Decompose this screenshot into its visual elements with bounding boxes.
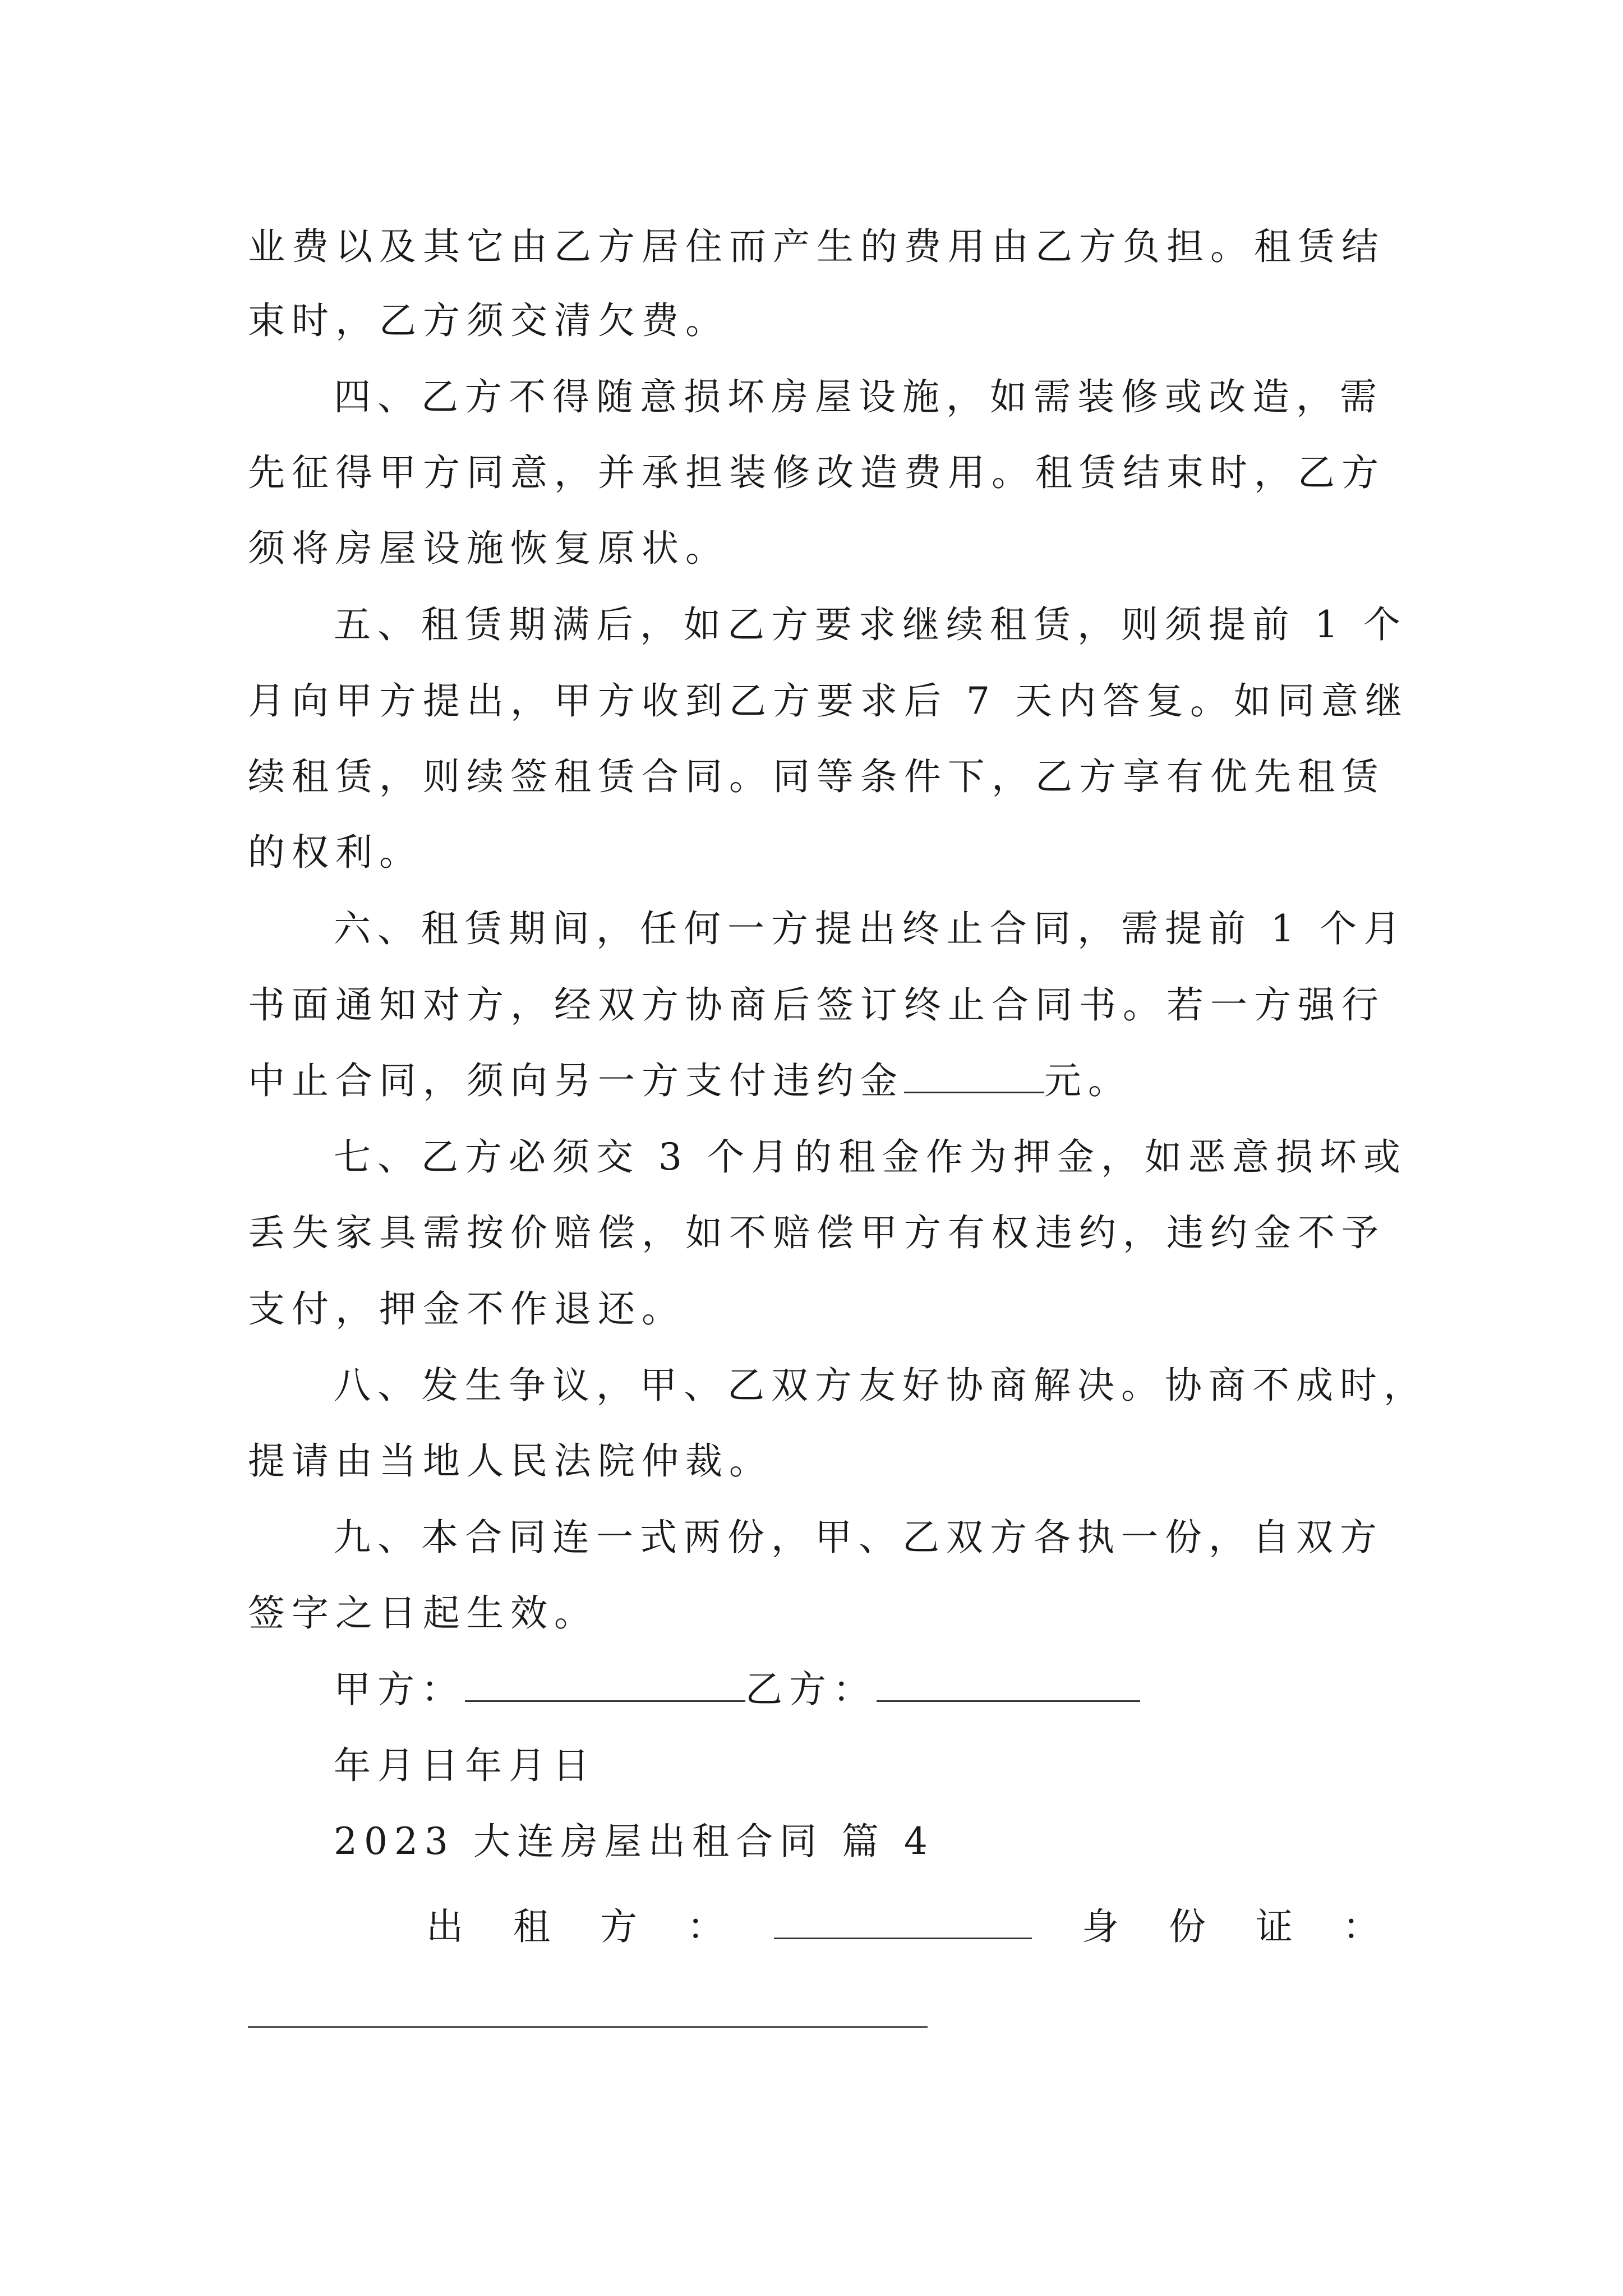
text-line: 书面通知对方，经双方协商后签订终止合同书。若一方强行 [248,983,1385,1027]
lessor-char: 出 [426,1905,463,1948]
text-line: 的权利。 [248,831,423,874]
text-line: 须将房屋设施恢复原状。 [248,527,729,570]
lessor-name-blank [774,1906,1032,1939]
text-line: 丢失家具需按价赔偿，如不赔偿甲方有权违约，违约金不予 [248,1211,1385,1254]
lessor-row [426,1904,1380,1949]
text-line: 业费以及其它由乙方居住而产生的费用由乙方负担。租赁结 [248,225,1385,268]
id-char: ： [1343,1905,1380,1948]
text-line: 先征得甲方同意，并承担装修改造费用。租赁结束时，乙方 [248,451,1385,494]
text-line: 续租赁，则续签租赁合同。同等条件下，乙方享有优先租赁 [248,755,1385,798]
text-line: 四、乙方不得随意损坏房屋设施，如需装修或改造，需 [334,375,1384,418]
lessor-char: 方 [600,1905,637,1948]
text-line: 七、乙方必须交 3 个月的租金作为押金，如恶意损坏或 [334,1135,1407,1179]
id-char: 证 [1256,1905,1293,1948]
id-char: 份 [1169,1905,1206,1948]
party-a-label: 甲方： [334,1668,465,1711]
text-fragment: 元。 [1044,1059,1132,1102]
id-number-blank [248,2026,928,2028]
date-line: 年月日年月日 [334,1744,596,1787]
party-a-blank [465,1669,745,1702]
lessor-char: ： [687,1905,724,1948]
text-line: 月向甲方提出，甲方收到乙方要求后 7 天内答复。如同意继 [248,679,1409,723]
id-char: 身 [1082,1905,1119,1948]
text-line: 签字之日起生效。 [248,1591,598,1635]
text-line: 束时，乙方须交清欠费。 [248,299,729,342]
penalty-amount-blank [904,1060,1044,1093]
text-line: 提请由当地人民法院仲裁。 [248,1439,773,1483]
party-b-blank [877,1669,1140,1702]
section-heading: 2023 大连房屋出租合同 篇 4 [334,1820,934,1863]
text-line: 八、发生争议，甲、乙双方友好协商解决。协商不成时， [334,1364,1427,1407]
party-b-label: 乙方： [745,1668,877,1711]
text-line: 支付，押金不作退还。 [248,1287,685,1331]
text-line: 六、租赁期间，任何一方提出终止合同，需提前 1 个月 [334,907,1407,950]
text-fragment: 中止合同，须向另一方支付违约金 [248,1059,904,1102]
text-line-with-blank [248,1059,1132,1103]
lessor-char: 租 [513,1905,550,1948]
text-line: 九、本合同连一式两份，甲、乙双方各执一份，自双方 [334,1516,1384,1559]
text-line: 五、租赁期满后，如乙方要求继续租赁，则须提前 1 个 [334,603,1407,646]
signature-line [334,1667,1140,1712]
